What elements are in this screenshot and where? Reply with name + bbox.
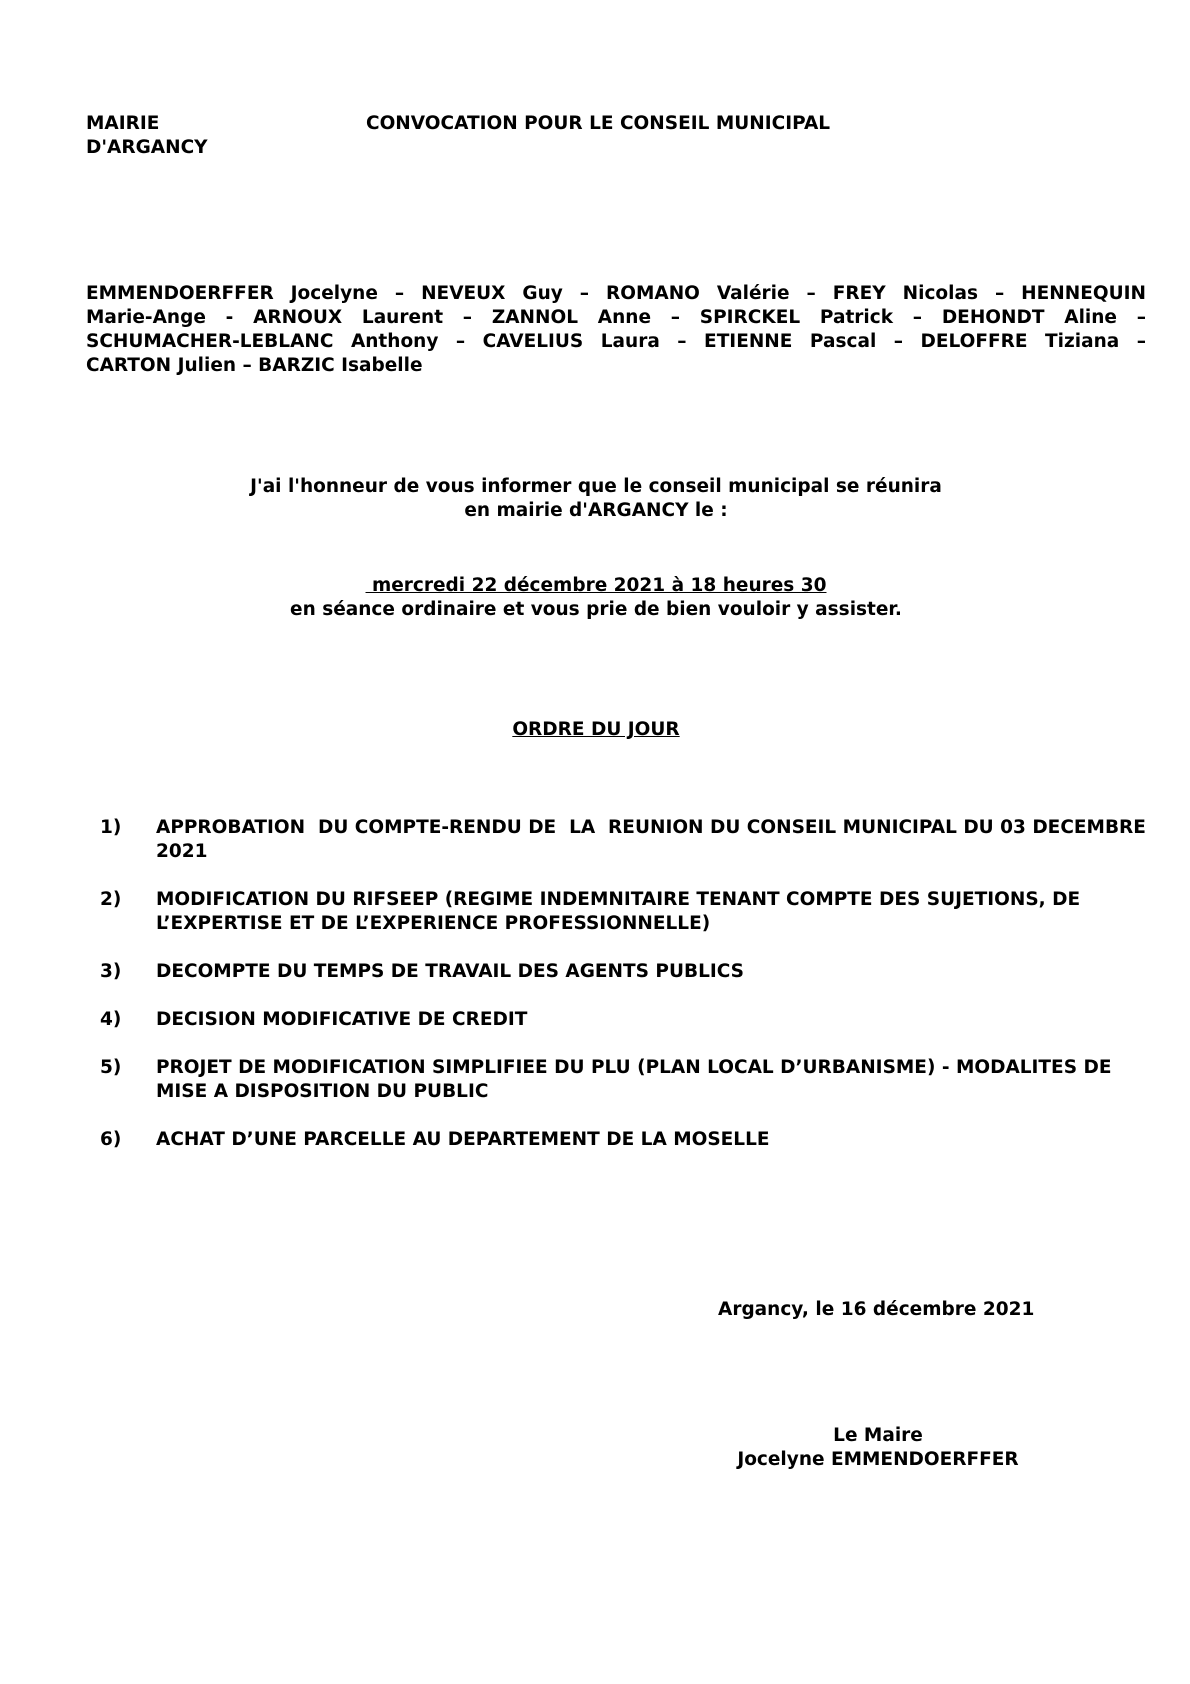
intro-paragraph: [86, 475, 1106, 523]
meeting-details: [86, 574, 1106, 622]
agenda-item: [86, 888, 1156, 936]
org-name-line2: D'ARGANCY: [86, 137, 208, 158]
mairie-header: [86, 112, 286, 160]
agenda-item-text: APPROBATION DU COMPTE-RENDU DE LA REUNION DU CONSEIL MUNICIPAL DU 03 DECEMBRE 2021: [156, 817, 1153, 862]
agenda-item: [86, 1008, 1156, 1032]
agenda-item-number: 2): [100, 889, 122, 910]
intro-line: J'ai l'honneur de vous informer que le conseil municipal se réunira: [250, 476, 942, 497]
intro-line: en mairie d'ARGANCY le :: [464, 500, 728, 521]
document-title: CONVOCATION POUR LE CONSEIL MUNICIPAL: [366, 113, 831, 134]
agenda-item-number: 6): [100, 1129, 122, 1150]
members-line: CARTON Julien – BARZIC Isabelle: [86, 355, 423, 376]
meeting-date: mercredi 22 décembre 2021 à 18 heures 30: [365, 575, 827, 596]
agenda-item-text: DECISION MODIFICATIVE DE CREDIT: [156, 1009, 528, 1030]
agenda-item-number: 1): [100, 817, 122, 838]
agenda-title: ORDRE DU JOUR: [512, 719, 680, 740]
agenda-list: [86, 816, 1156, 1176]
agenda-item-number: 3): [100, 961, 122, 982]
agenda-item: [86, 816, 1156, 864]
members-line: EMMENDOERFFER Jocelyne – NEVEUX Guy – ROMANO Valérie – FREY Nicolas – HENNEQUIN: [86, 283, 1146, 304]
council-members-list: [86, 282, 1146, 378]
signer-name: Jocelyne EMMENDOERFFER: [737, 1449, 1019, 1470]
agenda-item-number: 4): [100, 1009, 122, 1030]
members-line: Marie-Ange - ARNOUX Laurent – ZANNOL Anne – SPIRCKEL Patrick – DEHONDT Aline –: [86, 307, 1146, 328]
agenda-item-text: PROJET DE MODIFICATION SIMPLIFIEE DU PLU (PLAN LOCAL D’URBANISME) - MODALITES DE MISE A DISPOSITION DU PUBLIC: [156, 1057, 1112, 1102]
agenda-item-text: ACHAT D’UNE PARCELLE AU DEPARTEMENT DE LA MOSELLE: [156, 1129, 770, 1150]
meeting-session: en séance ordinaire et vous prie de bien vouloir y assister.: [290, 599, 902, 620]
agenda-item-number: 5): [100, 1057, 122, 1078]
agenda-item: [86, 960, 1156, 984]
signature-block: [718, 1424, 1038, 1472]
agenda-item-text: MODIFICATION DU RIFSEEP (REGIME INDEMNITAIRE TENANT COMPTE DES SUJETIONS, DE L’EXPERTISE ET DE L’EXPERIENCE PROFESSIONNELLE): [156, 889, 1081, 934]
agenda-item: [86, 1056, 1156, 1104]
place-and-date: Argancy, le 16 décembre 2021: [718, 1299, 1035, 1320]
agenda-item-text: DECOMPTE DU TEMPS DE TRAVAIL DES AGENTS PUBLICS: [156, 961, 744, 982]
members-line: SCHUMACHER-LEBLANC Anthony – CAVELIUS Laura – ETIENNE Pascal – DELOFFRE Tiziana –: [86, 331, 1146, 352]
agenda-item: [86, 1128, 1156, 1152]
org-name-line1: MAIRIE: [86, 113, 160, 134]
signer-role: Le Maire: [833, 1425, 923, 1446]
